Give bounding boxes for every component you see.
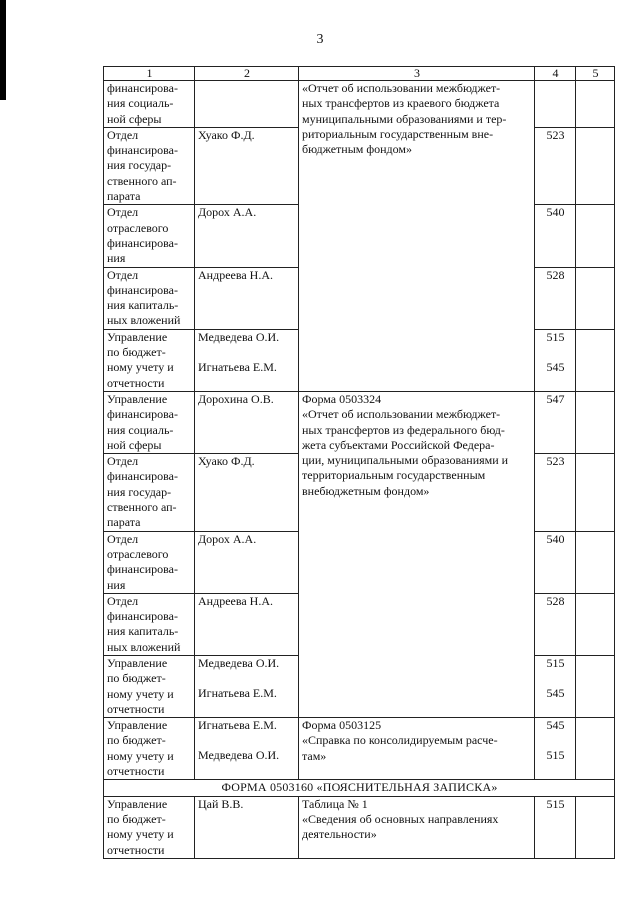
empty-cell bbox=[576, 718, 615, 780]
code-cell: 515 545 bbox=[535, 329, 576, 391]
person-cell: Дорох А.А. bbox=[195, 531, 299, 593]
code-cell: 523 bbox=[535, 127, 576, 204]
empty-cell bbox=[576, 655, 615, 717]
department-cell: Отдел финансирова- ния государ- ственного ап- парата bbox=[104, 454, 195, 531]
empty-cell bbox=[576, 205, 615, 267]
empty-cell bbox=[576, 796, 615, 858]
code-cell: 523 bbox=[535, 454, 576, 531]
description-cell: Таблица № 1 «Сведения об основных направлениях деятельности» bbox=[299, 796, 535, 858]
person-cell: Дорох А.А. bbox=[195, 205, 299, 267]
department-cell: Управление финансирова- ния социаль- ной сферы bbox=[104, 391, 195, 453]
person-cell: Медведева О.И. Игнатьева Е.М. bbox=[195, 655, 299, 717]
table-row bbox=[104, 718, 615, 780]
person-cell: Цай В.В. bbox=[195, 796, 299, 858]
code-cell bbox=[535, 81, 576, 128]
code-cell: 515 bbox=[535, 796, 576, 858]
column-header: 4 bbox=[535, 67, 576, 81]
binding-bar bbox=[0, 0, 6, 100]
empty-cell bbox=[576, 593, 615, 655]
person-cell: Андреева Н.А. bbox=[195, 267, 299, 329]
document-table bbox=[103, 66, 615, 859]
person-cell: Медведева О.И. Игнатьева Е.М. bbox=[195, 329, 299, 391]
code-cell: 528 bbox=[535, 593, 576, 655]
department-cell: Отдел отраслевого финансирова- ния bbox=[104, 531, 195, 593]
department-cell: Отдел финансирова- ния капиталь- ных вложений bbox=[104, 267, 195, 329]
column-header: 5 bbox=[576, 67, 615, 81]
description-cell: «Отчет об использовании межбюджет- ных трансфертов из краевого бюджета муниципальными образованиями и тер- риториальным государственным вне- бюджетным фондом» bbox=[299, 81, 535, 392]
empty-cell bbox=[576, 391, 615, 453]
code-cell: 540 bbox=[535, 205, 576, 267]
code-cell: 528 bbox=[535, 267, 576, 329]
department-cell: Управление по бюджет- ному учету и отчетности bbox=[104, 718, 195, 780]
description-cell: Форма 0503324 «Отчет об использовании межбюджет- ных трансфертов из федерального бюд- жета субъектами Российской Федера- ции, муниципальными образованиями и территориальным государственным внебюджетным фондом» bbox=[299, 391, 535, 717]
empty-cell bbox=[576, 267, 615, 329]
section-title: ФОРМА 0503160 «ПОЯСНИТЕЛЬНАЯ ЗАПИСКА» bbox=[104, 780, 615, 796]
person-cell: Хуако Ф.Д. bbox=[195, 127, 299, 204]
code-cell: 547 bbox=[535, 391, 576, 453]
table-row bbox=[104, 796, 615, 858]
empty-cell bbox=[576, 531, 615, 593]
person-cell bbox=[195, 81, 299, 128]
department-cell: Отдел отраслевого финансирова- ния bbox=[104, 205, 195, 267]
table-header-row bbox=[104, 67, 615, 81]
department-cell: Управление по бюджет- ному учету и отчетности bbox=[104, 655, 195, 717]
empty-cell bbox=[576, 454, 615, 531]
department-cell: финансирова- ния социаль- ной сферы bbox=[104, 81, 195, 128]
person-cell: Хуако Ф.Д. bbox=[195, 454, 299, 531]
section-title-row bbox=[104, 780, 615, 796]
person-cell: Дорохина О.В. bbox=[195, 391, 299, 453]
department-cell: Отдел финансирова- ния государ- ственного ап- парата bbox=[104, 127, 195, 204]
person-cell: Андреева Н.А. bbox=[195, 593, 299, 655]
column-header: 1 bbox=[104, 67, 195, 81]
code-cell: 545 515 bbox=[535, 718, 576, 780]
department-cell: Управление по бюджет- ному учету и отчетности bbox=[104, 329, 195, 391]
table-row bbox=[104, 81, 615, 128]
column-header: 3 bbox=[299, 67, 535, 81]
department-cell: Управление по бюджет- ному учету и отчетности bbox=[104, 796, 195, 858]
column-header: 2 bbox=[195, 67, 299, 81]
empty-cell bbox=[576, 127, 615, 204]
code-cell: 515 545 bbox=[535, 655, 576, 717]
code-cell: 540 bbox=[535, 531, 576, 593]
page-number: 3 bbox=[316, 32, 324, 47]
table-row bbox=[104, 391, 615, 453]
empty-cell bbox=[576, 329, 615, 391]
department-cell: Отдел финансирова- ния капиталь- ных вложений bbox=[104, 593, 195, 655]
empty-cell bbox=[576, 81, 615, 128]
person-cell: Игнатьева Е.М. Медведева О.И. bbox=[195, 718, 299, 780]
description-cell: Форма 0503125 «Справка по консолидируемым расче- там» bbox=[299, 718, 535, 780]
